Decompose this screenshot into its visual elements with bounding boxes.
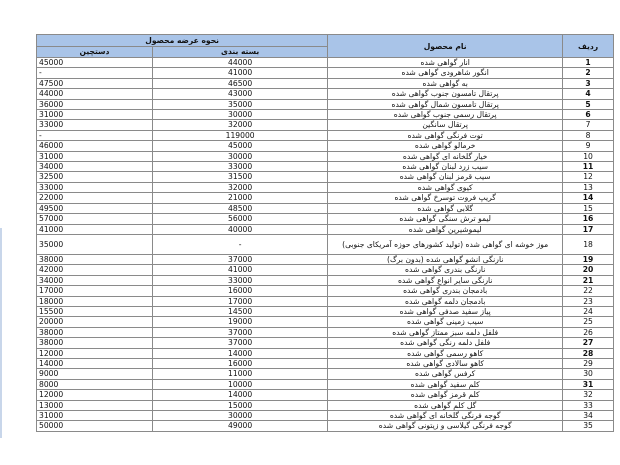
packed-cell: 43000 — [152, 89, 327, 99]
price-table-sheet — [36, 34, 614, 432]
packed-cell: 10000 — [152, 379, 327, 389]
index-cell: 10 — [563, 151, 614, 161]
product-name-cell: پرتقال رسمی جنوب گواهی شده — [328, 110, 563, 120]
bulk-cell: 34000 — [37, 275, 153, 285]
table-row — [37, 58, 614, 68]
packed-header: بسته بندی — [152, 47, 327, 58]
index-cell: 8 — [563, 130, 614, 140]
packed-cell: 45000 — [152, 141, 327, 151]
index-cell: 17 — [563, 224, 614, 234]
table-body — [37, 58, 614, 432]
bulk-cell: - — [37, 68, 153, 78]
product-name-cell: پرتقال تامسون شمال گواهی شده — [328, 99, 563, 109]
table-row — [37, 369, 614, 379]
packed-cell: 32000 — [152, 120, 327, 130]
table-row — [37, 327, 614, 337]
product-name-cell: لیموشیرین گواهی شده — [328, 224, 563, 234]
bulk-cell: 45000 — [37, 58, 153, 68]
bulk-cell: 32500 — [37, 172, 153, 182]
product-name-cell: فلفل دلمه سبز ممتاز گواهی شده — [328, 327, 563, 337]
product-name-cell: توت فرنگی گواهی شده — [328, 130, 563, 140]
packed-cell: 44000 — [152, 58, 327, 68]
packed-cell: 37000 — [152, 254, 327, 264]
index-cell: 32 — [563, 390, 614, 400]
bulk-cell: 20000 — [37, 317, 153, 327]
packed-cell: - — [152, 234, 327, 254]
packed-cell: 19000 — [152, 317, 327, 327]
index-cell: 29 — [563, 358, 614, 368]
table-row — [37, 78, 614, 88]
table-row — [37, 411, 614, 421]
packed-cell: 33000 — [152, 275, 327, 285]
index-cell: 22 — [563, 286, 614, 296]
product-name-cell: نارنگی بندری گواهی شده — [328, 265, 563, 275]
table-row — [37, 172, 614, 182]
bulk-cell: 38000 — [37, 327, 153, 337]
header-row — [37, 35, 614, 47]
packed-cell: 32000 — [152, 182, 327, 192]
bulk-cell: 57000 — [37, 214, 153, 224]
packed-cell: 16000 — [152, 286, 327, 296]
table-row — [37, 421, 614, 431]
index-cell: 25 — [563, 317, 614, 327]
product-name-cell: انگور شاهرودی گواهی شده — [328, 68, 563, 78]
product-name-header: نام محصول — [328, 35, 563, 58]
index-cell: 35 — [563, 421, 614, 431]
product-name-cell: انار گواهی شده — [328, 58, 563, 68]
table-row — [37, 306, 614, 316]
table-row — [37, 193, 614, 203]
index-cell: 30 — [563, 369, 614, 379]
packed-cell: 48500 — [152, 203, 327, 213]
table-row — [37, 99, 614, 109]
product-name-cell: سیب زرد لبنان گواهی شده — [328, 162, 563, 172]
product-name-cell: پرتقال تامسون جنوب گواهی شده — [328, 89, 563, 99]
index-cell: 3 — [563, 78, 614, 88]
index-cell: 26 — [563, 327, 614, 337]
product-name-cell: کلم سفید گواهی شده — [328, 379, 563, 389]
product-name-cell: سیب قرمز لبنان گواهی شده — [328, 172, 563, 182]
bulk-cell: 18000 — [37, 296, 153, 306]
packed-cell: 37000 — [152, 338, 327, 348]
bulk-cell: 8000 — [37, 379, 153, 389]
bulk-cell: 9000 — [37, 369, 153, 379]
bulk-cell: 12000 — [37, 348, 153, 358]
product-name-cell: نارنگی انشو گواهی شده (بدون برگ) — [328, 254, 563, 264]
product-name-cell: پیاز سفید صدفی گواهی شده — [328, 306, 563, 316]
index-cell: 19 — [563, 254, 614, 264]
index-cell: 4 — [563, 89, 614, 99]
packed-cell: 40000 — [152, 224, 327, 234]
table-row — [37, 296, 614, 306]
packed-cell: 46500 — [152, 78, 327, 88]
packed-cell: 31500 — [152, 172, 327, 182]
table-row — [37, 275, 614, 285]
product-name-cell: بادمجان دلمه گواهی شده — [328, 296, 563, 306]
packed-cell: 11000 — [152, 369, 327, 379]
left-edge-marker — [0, 228, 2, 438]
index-cell: 7 — [563, 120, 614, 130]
table-row — [37, 390, 614, 400]
product-name-cell: به گواهی شده — [328, 78, 563, 88]
product-name-cell: گریپ فروت توسرخ گواهی شده — [328, 193, 563, 203]
table-row — [37, 68, 614, 78]
product-name-cell: گل کلم گواهی شده — [328, 400, 563, 410]
bulk-cell: 35000 — [37, 234, 153, 254]
product-name-cell: کلم قرمز گواهی شده — [328, 390, 563, 400]
bulk-cell: 42000 — [37, 265, 153, 275]
index-cell: 23 — [563, 296, 614, 306]
table-row — [37, 379, 614, 389]
product-name-cell: کیوی گواهی شده — [328, 182, 563, 192]
bulk-cell: 46000 — [37, 141, 153, 151]
packed-cell: 30000 — [152, 411, 327, 421]
packed-cell: 56000 — [152, 214, 327, 224]
product-name-cell: بادمجان بندری گواهی شده — [328, 286, 563, 296]
product-name-cell: گلابی گواهی شده — [328, 203, 563, 213]
product-name-cell: موز خوشه ای گواهی شده (تولید کشورهای حوزه آمریکای جنوبی) — [328, 234, 563, 254]
index-cell: 33 — [563, 400, 614, 410]
bulk-cell: 31000 — [37, 411, 153, 421]
product-name-cell: سیب زمینی گواهی شده — [328, 317, 563, 327]
table-row — [37, 400, 614, 410]
product-name-cell: خیار گلخانه ای گواهی شده — [328, 151, 563, 161]
table-row — [37, 358, 614, 368]
bulk-cell: - — [37, 130, 153, 140]
table-row — [37, 317, 614, 327]
packed-cell: 21000 — [152, 193, 327, 203]
index-cell: 5 — [563, 99, 614, 109]
bulk-cell: 12000 — [37, 390, 153, 400]
bulk-cell: 38000 — [37, 338, 153, 348]
table-row — [37, 338, 614, 348]
packed-cell: 16000 — [152, 358, 327, 368]
index-cell: 12 — [563, 172, 614, 182]
product-name-cell: نارنگی سایر انواع گواهی شده — [328, 275, 563, 285]
bulk-cell: 31000 — [37, 110, 153, 120]
table-row — [37, 234, 614, 254]
table-row — [37, 120, 614, 130]
packed-cell: 17000 — [152, 296, 327, 306]
product-name-cell: لیمو ترش سنگی گواهی شده — [328, 214, 563, 224]
table-row — [37, 224, 614, 234]
table-row — [37, 203, 614, 213]
table-row — [37, 130, 614, 140]
bulk-cell: 44000 — [37, 89, 153, 99]
table-row — [37, 254, 614, 264]
product-name-cell: کاهو رسمی گواهی شده — [328, 348, 563, 358]
index-cell: 21 — [563, 275, 614, 285]
index-cell: 16 — [563, 214, 614, 224]
index-cell: 24 — [563, 306, 614, 316]
bulk-cell: 34000 — [37, 162, 153, 172]
table-row — [37, 162, 614, 172]
packed-cell: 15000 — [152, 400, 327, 410]
table-row — [37, 89, 614, 99]
index-cell: 15 — [563, 203, 614, 213]
bulk-header: دستچین — [37, 47, 153, 58]
packed-cell: 49000 — [152, 421, 327, 431]
bulk-cell: 14000 — [37, 358, 153, 368]
bulk-cell: 15500 — [37, 306, 153, 316]
bulk-cell: 13000 — [37, 400, 153, 410]
product-name-cell: گوجه فرنگی گیلاسی و زیتونی گواهی شده — [328, 421, 563, 431]
bulk-cell: 22000 — [37, 193, 153, 203]
table-row — [37, 286, 614, 296]
table-row — [37, 110, 614, 120]
index-cell: 2 — [563, 68, 614, 78]
packed-cell: 41000 — [152, 265, 327, 275]
index-header: ردیف — [563, 35, 614, 58]
packed-cell: 30000 — [152, 151, 327, 161]
bulk-cell: 17000 — [37, 286, 153, 296]
packed-cell: 37000 — [152, 327, 327, 337]
packed-cell: 41000 — [152, 68, 327, 78]
table-row — [37, 151, 614, 161]
table-row — [37, 348, 614, 358]
packed-cell: 30000 — [152, 110, 327, 120]
product-name-cell: فلفل دلمه رنگی گواهی شده — [328, 338, 563, 348]
table-row — [37, 141, 614, 151]
packed-cell: 119000 — [152, 130, 327, 140]
index-cell: 34 — [563, 411, 614, 421]
index-cell: 20 — [563, 265, 614, 275]
table-row — [37, 265, 614, 275]
packed-cell: 14000 — [152, 348, 327, 358]
price-table — [36, 34, 614, 432]
index-cell: 18 — [563, 234, 614, 254]
bulk-cell: 36000 — [37, 99, 153, 109]
bulk-cell: 33000 — [37, 182, 153, 192]
index-cell: 28 — [563, 348, 614, 358]
index-cell: 9 — [563, 141, 614, 151]
product-name-cell: خرمالو گواهی شده — [328, 141, 563, 151]
index-cell: 1 — [563, 58, 614, 68]
index-cell: 31 — [563, 379, 614, 389]
index-cell: 14 — [563, 193, 614, 203]
product-name-cell: کاهو سالادی گواهی شده — [328, 358, 563, 368]
bulk-cell: 50000 — [37, 421, 153, 431]
table-row — [37, 182, 614, 192]
product-name-cell: گوجه فرنگی گلخانه ای گواهی شده — [328, 411, 563, 421]
supply-method-header: نحوه عرضه محصول — [37, 35, 328, 47]
bulk-cell: 33000 — [37, 120, 153, 130]
bulk-cell: 49500 — [37, 203, 153, 213]
product-name-cell: پرتقال سانگین — [328, 120, 563, 130]
bulk-cell: 31000 — [37, 151, 153, 161]
index-cell: 6 — [563, 110, 614, 120]
index-cell: 13 — [563, 182, 614, 192]
packed-cell: 14000 — [152, 390, 327, 400]
index-cell: 11 — [563, 162, 614, 172]
packed-cell: 14500 — [152, 306, 327, 316]
packed-cell: 33000 — [152, 162, 327, 172]
index-cell: 27 — [563, 338, 614, 348]
bulk-cell: 38000 — [37, 254, 153, 264]
bulk-cell: 41000 — [37, 224, 153, 234]
packed-cell: 35000 — [152, 99, 327, 109]
table-row — [37, 214, 614, 224]
product-name-cell: کرفس گواهی شده — [328, 369, 563, 379]
bulk-cell: 47500 — [37, 78, 153, 88]
